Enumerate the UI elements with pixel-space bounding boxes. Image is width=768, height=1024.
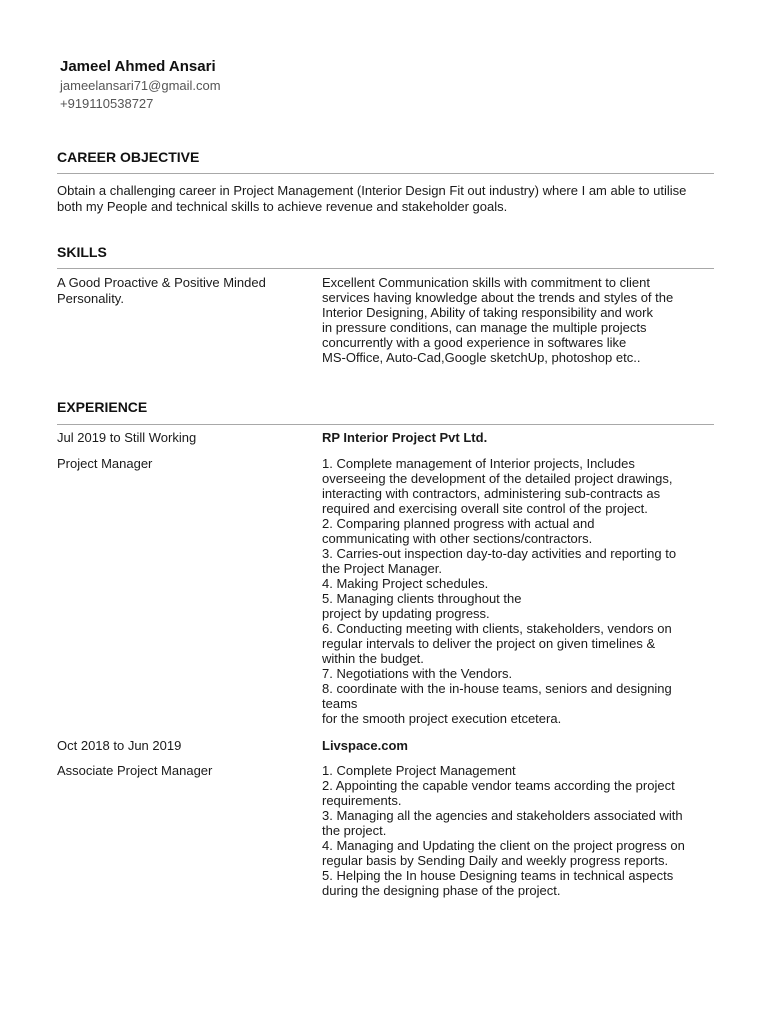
phone-number: +919110538727 [60, 96, 154, 111]
skills-heading: SKILLS [57, 244, 107, 260]
candidate-name: Jameel Ahmed Ansari [60, 58, 216, 75]
email-address: jameelansari71@gmail.com [60, 78, 221, 93]
job-period: Oct 2018 to Jun 2019 [57, 738, 182, 753]
skills-divider [57, 268, 714, 269]
skill-personality: A Good Proactive & Positive Minded Personality. [57, 275, 266, 306]
job-company: Livspace.com [322, 738, 408, 753]
job-details: 1. Complete Project Management 2. Appointing the capable vendor teams according the project requirements. 3. Managing all the agencies and stakeholders associated with the project. 4. Managing and Updating the client on the project progress on regular basis by Sending Daily and weekly progress reports. 5. Helping the In house Designing teams in technical aspects during the designing phase of the project. [322, 763, 685, 898]
job-details: 1. Complete management of Interior projects, Includes overseeing the development of the detailed project drawings, interacting with contractors, administering sub-contracts as required and exercising overall site control of the project. 2. Comparing planned progress with actual and communicating with other sections/contractors. 3. Carries-out inspection day-to-day activities and reporting to the Project Manager. 4. Making Project schedules. 5. Managing clients throughout the project by updating progress. 6. Conducting meeting with clients, stakeholders, vendors on regular intervals to deliver the project on given timelines & within the budget. 7. Negotiations with the Vendors. 8. coordinate with the in-house teams, seniors and designing teams for the smooth project execution etcetera. [322, 456, 677, 726]
experience-heading: EXPERIENCE [57, 399, 148, 415]
job-company: RP Interior Project Pvt Ltd. [322, 430, 488, 445]
job-role: Associate Project Manager [57, 763, 213, 778]
career-objective-heading: CAREER OBJECTIVE [57, 149, 200, 165]
skill-communication: Excellent Communication skills with commitment to client services having knowledge about the trends and styles of the Interior Designing, Ability of taking responsibility and work in pressure conditions, can manage the multiple projects concurrently with a good experience in softwares like MS-Office, Auto-Cad,Google sketchUp, photoshop etc.. [322, 275, 674, 365]
job-role: Project Manager [57, 456, 153, 471]
job-period: Jul 2019 to Still Working [57, 430, 197, 445]
career-objective-divider [57, 173, 714, 174]
career-objective-text: Obtain a challenging career in Project Management (Interior Design Fit out industry) where I am able to utilise both my People and technical skills to achieve revenue and stakeholder goals. [57, 183, 687, 214]
experience-divider [57, 424, 714, 425]
